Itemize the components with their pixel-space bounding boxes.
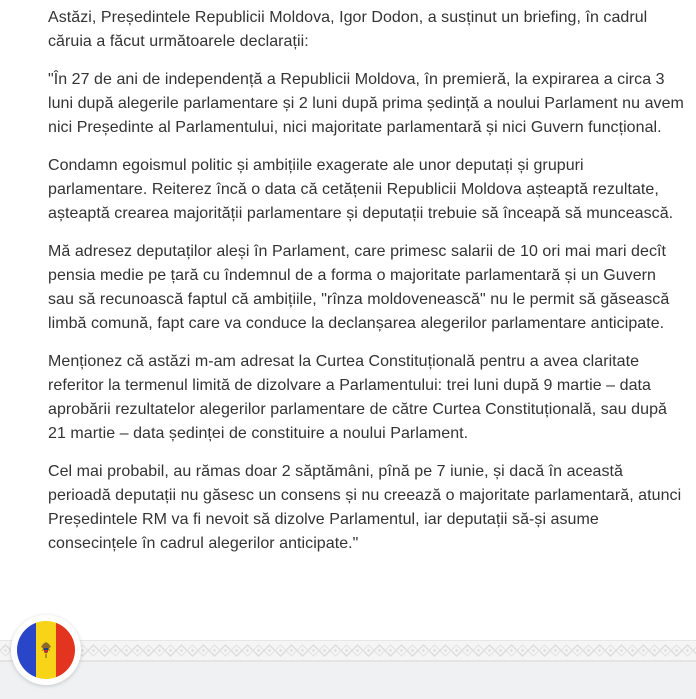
coat-of-arms-icon xyxy=(40,641,52,659)
moldova-flag-badge[interactable] xyxy=(11,615,81,685)
paragraph-quote-4 xyxy=(48,350,688,446)
text-line: parlamentare. Reiterez încă o data că cetățenii Republicii Moldova așteaptă rezultate, xyxy=(48,181,659,198)
text-line: căruia a făcut următoarele declarații: xyxy=(48,33,309,50)
text-line: limbă comună, fapt care va conduce la declanșarea alegerilor parlamentare anticipate. xyxy=(48,315,665,332)
text-line: pensia medie pe țară cu îndemnul de a forma o majoritate parlamentară și un Guvern xyxy=(48,267,656,284)
text-line: consecințele în cadrul alegerilor anticipate." xyxy=(48,535,359,552)
flag-blue-band xyxy=(17,621,36,679)
moldova-flag-icon xyxy=(17,621,75,679)
text-line: luni după alegerile parlamentare și 2 luni după prima ședință a noului Parlament nu avem xyxy=(48,95,684,112)
ornament-pattern-icon xyxy=(0,641,696,660)
text-line: Mă adresez deputaților aleși în Parlament, care primesc salarii de 10 ori mai mari decît xyxy=(48,243,666,260)
paragraph-intro xyxy=(48,6,688,54)
paragraph-quote-3 xyxy=(48,240,688,336)
text-line: "În 27 de ani de independență a Republicii Moldova, în premieră, la expirarea a circa 3 xyxy=(48,71,665,88)
text-line: Cel mai probabil, au rămas doar 2 săptămâni, pînă pe 7 iunie, și dacă în această xyxy=(48,463,623,480)
text-line: așteaptă crearea majorității parlamentare și deputații trebuie să înceapă să muncească. xyxy=(48,205,674,222)
footer-background xyxy=(0,660,696,699)
text-line: nici Președinte al Parlamentului, nici majoritate parlamentară și nici Guvern funcțional. xyxy=(48,119,662,136)
paragraph-quote-2 xyxy=(48,154,688,226)
article-body xyxy=(48,6,688,570)
text-line: Condamn egoismul politic și ambițiile exagerate ale unor deputați și grupuri xyxy=(48,157,584,174)
paragraph-quote-5 xyxy=(48,460,688,556)
flag-red-band xyxy=(56,621,75,679)
text-line: perioadă deputații nu găsesc un consens și nu creează o majoritate parlamentară, atunci xyxy=(48,487,682,504)
text-line: Menționez că astăzi m-am adresat la Curtea Constituțională pentru a avea claritate xyxy=(48,353,640,370)
text-line: Președintele RM va fi nevoit să dizolve Parlamentul, iar deputații să-și asume xyxy=(48,511,599,528)
paragraph-quote-1 xyxy=(48,68,688,140)
text-line: Astăzi, Președintele Republicii Moldova, Igor Dodon, a susținut un briefing, în cadrul xyxy=(48,9,648,26)
text-line: 21 martie – data ședinței de constituire a noului Parlament. xyxy=(48,425,469,442)
text-line: aprobării rezultatelor alegerilor parlamentare de către Curtea Constituțională, sau după xyxy=(48,401,667,418)
text-line: referitor la termenul limită de dizolvare a Parlamentului: trei luni după 9 martie – data xyxy=(48,377,651,394)
ornament-band xyxy=(0,640,696,662)
text-line: sau să recunoască faptul că ambițiile, "rînza moldovenească" nu le permit să găsească xyxy=(48,291,670,308)
